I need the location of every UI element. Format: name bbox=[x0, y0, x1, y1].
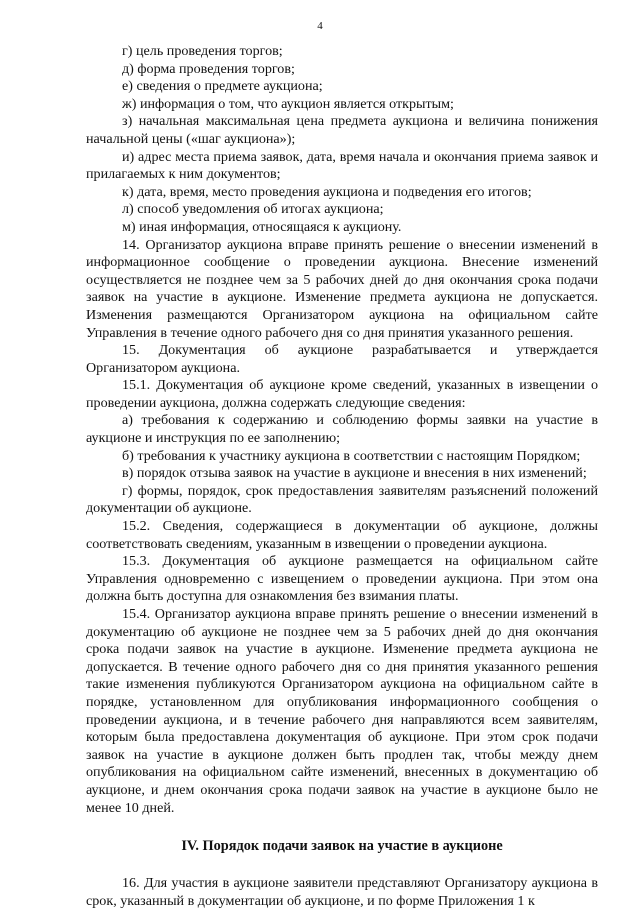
clause-15-1-a: а) требования к содержанию и соблюдению формы заявки на участие в аукционе и инструкция по ее заполнению; bbox=[86, 412, 598, 447]
clause-15-1-b: б) требования к участнику аукциона в соответствии с настоящим Порядком; bbox=[122, 447, 581, 464]
list-item-zh: ж) информация о том, что аукцион является открытым; bbox=[122, 95, 454, 112]
clause-15-1: 15.1. Документация об аукционе кроме сведений, указанных в извещении о проведении аукциона, должна содержать следующие сведения: bbox=[86, 377, 598, 411]
list-item-e: е) сведения о предмете аукциона; bbox=[122, 78, 323, 95]
list-item-m: м) иная информация, относящаяся к аукциону. bbox=[122, 218, 402, 235]
clause-15-1-v: в) порядок отзыва заявок на участие в аукционе и внесения в них изменений; bbox=[122, 465, 587, 482]
list-item-d: д) форма проведения торгов; bbox=[122, 60, 295, 77]
list-item-z: з) начальная максимальная цена предмета аукциона и величина понижения начальной цены («шаг аукциона»); bbox=[86, 113, 598, 147]
clause-15-4: 15.4. Организатор аукциона вправе принять решение о внесении изменений в документацию об аукционе не позднее чем за 5 рабочих дней до дня окончания срока подачи заявок на участие в аукционе. Изменение предмета аукциона не допускается. В течение одного рабочего дня со дня принятия указанного решения такие изменения публикуются Организатором аукциона на официальном сайте в порядке, установленном для опубликования информационного сообщения о проведении аукциона, и в течение рабочего дня направляются всем заявителям, которым была предоставлена документация об аукционе. При этом срок подачи заявок на участие в аукционе должен быть продлен так, чтобы между днем опубликования на официальном сайте изменений, внесенных в документацию об аукционе, и днем окончания срока подачи заявок на участие в аукционе было не менее 10 дней. bbox=[86, 606, 598, 816]
list-item-i: и) адрес места приема заявок, дата, время начала и окончания приема заявок и прилагаемых к ним документов; bbox=[86, 148, 598, 183]
list-item-k: к) дата, время, место проведения аукциона и подведения его итогов; bbox=[122, 183, 532, 200]
list-item-l: л) способ уведомления об итогах аукциона; bbox=[122, 201, 384, 218]
clause-15-2: 15.2. Сведения, содержащиеся в документации об аукционе, должны соответствовать сведениям, указанным в извещении о проведении аукциона. bbox=[86, 518, 598, 552]
clause-14: 14. Организатор аукциона вправе принять решение о внесении изменений в информационное сообщение о проведении аукциона. Внесение изменений осуществляется не позднее чем за 5 рабочих дней до дня окончания срока подачи заявок на участие в аукционе. Изменение предмета аукциона не допускается. Изменения размещаются Организатором аукциона на официальном сайте Управления в течение одного рабочего дня со дня принятия указанного решения. bbox=[86, 236, 598, 341]
clause-15-3: 15.3. Документация об аукционе размещается на официальном сайте Управления одновременно с извещением о проведении аукциона. При этом она должна быть доступна для ознакомления без взимания платы. bbox=[86, 553, 598, 605]
clause-15: 15. Документация об аукционе разрабатывается и утверждается Организатором аукциона. bbox=[86, 342, 598, 376]
section-heading: IV. Порядок подачи заявок на участие в аукционе bbox=[181, 838, 503, 855]
clause-15-1-g: г) формы, порядок, срок предоставления заявителям разъяснений положений документации об аукционе. bbox=[86, 482, 598, 517]
list-item-g: г) цель проведения торгов; bbox=[122, 43, 283, 59]
clause-16: 16. Для участия в аукционе заявители представляют Организатору аукциона в срок, указанный в документации об аукционе, и по форме Приложения 1 к bbox=[86, 875, 598, 909]
document-body bbox=[86, 43, 598, 910]
page-number: 4 bbox=[317, 20, 323, 32]
